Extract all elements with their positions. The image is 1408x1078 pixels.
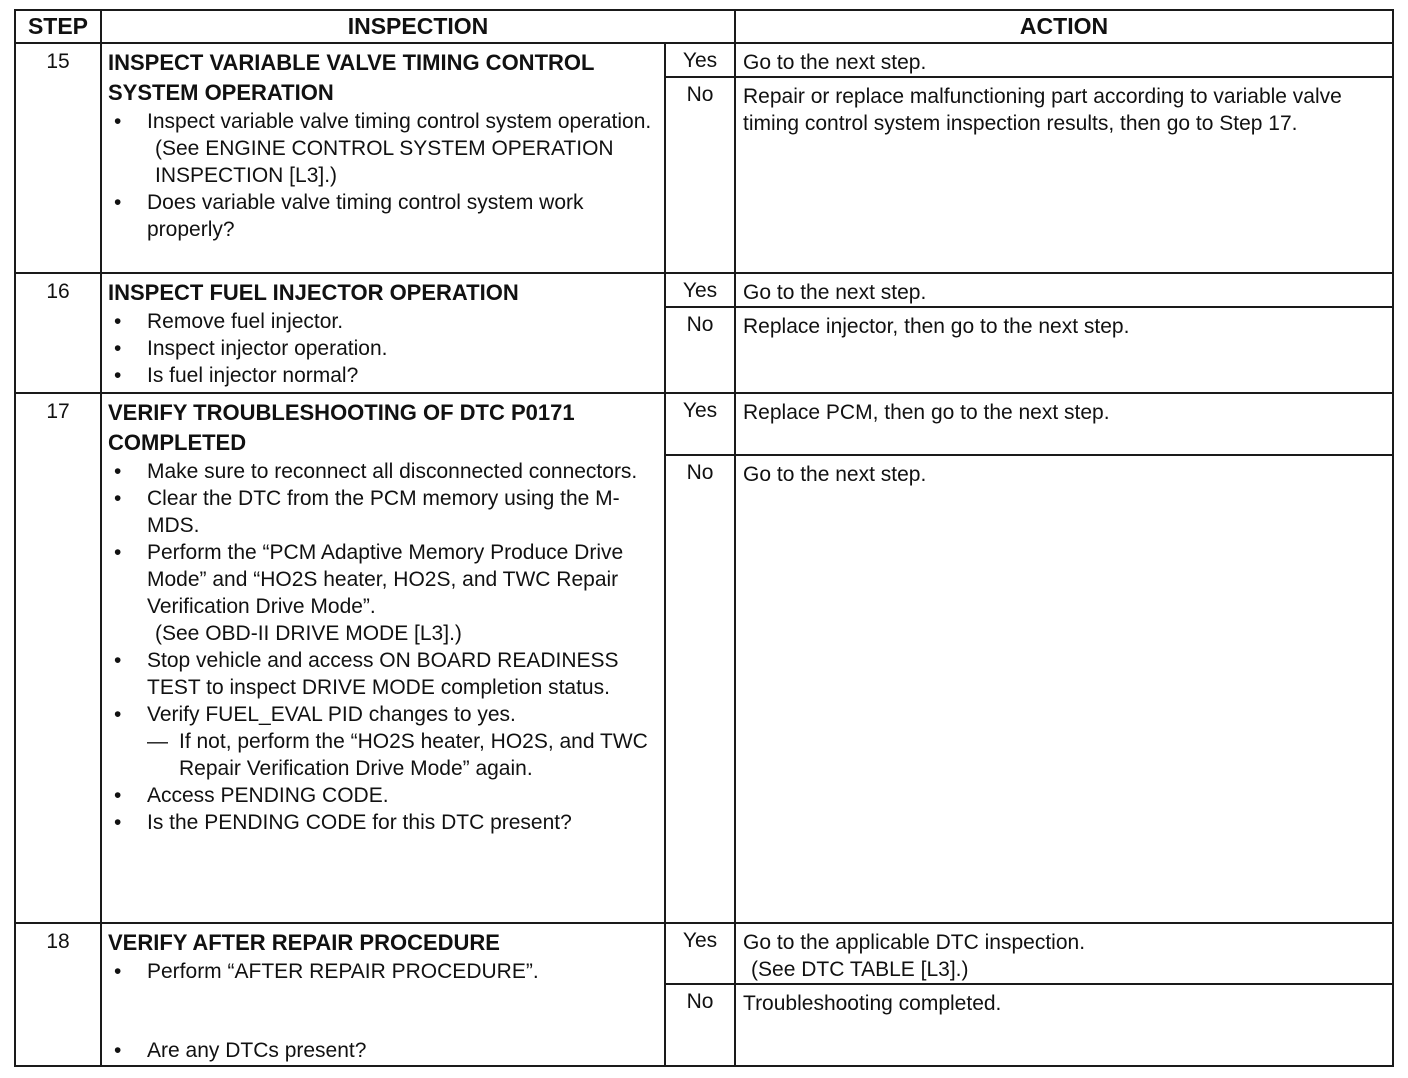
spacer bbox=[108, 985, 658, 1011]
list-item: • Inspect variable valve timing control system operation. (See ENGINE CONTROL SYSTEM OPERATION INSPECTION [L3].) bbox=[108, 108, 658, 189]
inspection-list bbox=[108, 458, 658, 836]
step-number: 18 bbox=[15, 923, 101, 1066]
yes-action: Go to the applicable DTC inspection. (See DTC TABLE [L3].) bbox=[735, 923, 1393, 984]
header-row bbox=[15, 10, 1393, 43]
yes-label: Yes bbox=[665, 393, 735, 455]
step-17-yes-row bbox=[15, 393, 1393, 455]
list-item: • Perform the “PCM Adaptive Memory Produce Drive Mode” and “HO2S heater, HO2S, and TWC Repair Verification Drive Mode”. (See OBD-II DRIVE MODE [L3].) bbox=[108, 539, 658, 647]
no-label: No bbox=[665, 307, 735, 393]
step-15-inspection bbox=[101, 43, 665, 273]
troubleshooting-table bbox=[14, 9, 1394, 1067]
list-item: • Is the PENDING CODE for this DTC present? bbox=[108, 809, 658, 836]
no-action: Go to the next step. bbox=[735, 455, 1393, 923]
no-action: Troubleshooting completed. bbox=[735, 984, 1393, 1066]
yes-label: Yes bbox=[665, 43, 735, 77]
list-item: • Are any DTCs present? bbox=[108, 1037, 658, 1064]
step-number: 16 bbox=[15, 273, 101, 393]
header-step: STEP bbox=[15, 10, 101, 43]
yes-action: Go to the next step. bbox=[735, 273, 1393, 307]
reference-note: (See OBD-II DRIVE MODE [L3].) bbox=[155, 622, 462, 645]
step-17-inspection bbox=[101, 393, 665, 923]
list-item: • Stop vehicle and access ON BOARD READINESS TEST to inspect DRIVE MODE completion status. bbox=[108, 647, 658, 701]
reference-note: (See DTC TABLE [L3].) bbox=[751, 958, 969, 981]
yes-label: Yes bbox=[665, 273, 735, 307]
list-item: • Inspect injector operation. bbox=[108, 335, 658, 362]
no-action: Repair or replace malfunctioning part according to variable valve timing control system inspection results, then go to Step 17. bbox=[735, 77, 1393, 273]
step-title: VERIFY TROUBLESHOOTING OF DTC P0171 COMPLETED bbox=[108, 400, 575, 455]
list-item: • Is fuel injector normal? bbox=[108, 362, 658, 389]
dash-mark: — bbox=[147, 730, 168, 753]
no-label: No bbox=[665, 77, 735, 273]
list-item: • Verify FUEL_EVAL PID changes to yes. — If not, perform the “HO2S heater, HO2S, and TWC Repair Verification Drive Mode” again. bbox=[108, 701, 658, 782]
step-number: 17 bbox=[15, 393, 101, 923]
header-action: ACTION bbox=[735, 10, 1393, 43]
reference-note: (See ENGINE CONTROL SYSTEM OPERATION INSPECTION [L3].) bbox=[155, 137, 614, 187]
inspection-list bbox=[108, 308, 658, 389]
step-18-inspection bbox=[101, 923, 665, 1066]
list-item: • Clear the DTC from the PCM memory using the M-MDS. bbox=[108, 485, 658, 539]
yes-action: Replace PCM, then go to the next step. bbox=[735, 393, 1393, 455]
list-item: • Perform “AFTER REPAIR PROCEDURE”. bbox=[108, 958, 658, 985]
yes-label: Yes bbox=[665, 923, 735, 984]
spacer bbox=[108, 1011, 658, 1037]
step-16-inspection bbox=[101, 273, 665, 393]
sub-item: — If not, perform the “HO2S heater, HO2S, and TWC Repair Verification Drive Mode” again. bbox=[147, 730, 648, 780]
diagnostic-procedure-document bbox=[14, 9, 1392, 1067]
list-item: • Does variable valve timing control system work properly? bbox=[108, 189, 658, 243]
no-action: Replace injector, then go to the next step. bbox=[735, 307, 1393, 393]
step-18-yes-row bbox=[15, 923, 1393, 984]
step-number: 15 bbox=[15, 43, 101, 273]
inspection-list bbox=[108, 958, 658, 1064]
list-item: • Make sure to reconnect all disconnected connectors. bbox=[108, 458, 658, 485]
list-item: • Access PENDING CODE. bbox=[108, 782, 658, 809]
step-title: INSPECT FUEL INJECTOR OPERATION bbox=[108, 280, 519, 305]
step-title: VERIFY AFTER REPAIR PROCEDURE bbox=[108, 930, 500, 955]
step-15-yes-row bbox=[15, 43, 1393, 77]
no-label: No bbox=[665, 984, 735, 1066]
no-label: No bbox=[665, 455, 735, 923]
inspection-list bbox=[108, 108, 658, 243]
step-title: INSPECT VARIABLE VALVE TIMING CONTROL SYSTEM OPERATION bbox=[108, 50, 595, 105]
list-item: • Remove fuel injector. bbox=[108, 308, 658, 335]
yes-action: Go to the next step. bbox=[735, 43, 1393, 77]
header-inspection: INSPECTION bbox=[101, 10, 735, 43]
step-16-yes-row bbox=[15, 273, 1393, 307]
